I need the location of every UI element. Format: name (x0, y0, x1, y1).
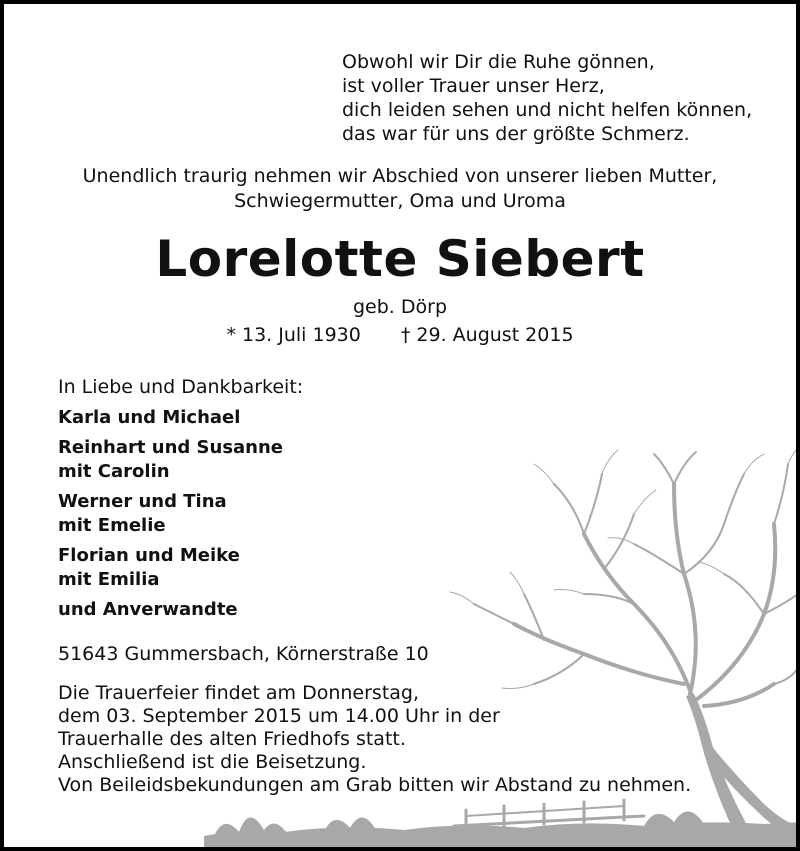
service-line: Trauerhalle des alten Friedhofs statt. (58, 728, 406, 750)
poem-line: dich leiden sehen und nicht helfen können, (342, 99, 753, 121)
family-list (58, 406, 283, 628)
poem (342, 50, 752, 146)
poem-line: ist voller Trauer unser Herz, (342, 75, 605, 97)
birth-name: geb. Dörp (352, 296, 448, 318)
service-line: Die Trauerfeier findet am Donnerstag, (58, 682, 420, 704)
death-date: † 29. August 2015 (400, 324, 574, 346)
family-line: Reinhart und Susanne (58, 437, 284, 458)
service-line: Anschließend ist die Beisetzung. (58, 751, 367, 773)
family-group (58, 544, 283, 592)
family-line: Karla und Michael (58, 407, 241, 428)
deceased-name: Lorelotte Siebert (155, 230, 645, 288)
family-group (58, 406, 283, 430)
poem-line: das war für uns der größte Schmerz. (342, 123, 690, 145)
family-line: Florian und Meike (58, 545, 240, 566)
family-line: mit Emilia (58, 569, 160, 590)
service-info (58, 682, 691, 797)
life-dates (4, 324, 796, 346)
family-line: Werner und Tina (58, 491, 227, 512)
family-line: und Anverwandte (58, 599, 238, 620)
intro-line: Unendlich traurig nehmen wir Abschied von unserer lieben Mutter, (82, 165, 718, 187)
family-line: mit Emelie (58, 515, 166, 536)
intro-line: Schwiegermutter, Oma und Uroma (234, 190, 566, 212)
family-group (58, 436, 283, 484)
service-line: dem 03. September 2015 um 14.00 Uhr in der (58, 705, 500, 727)
family-line: mit Carolin (58, 461, 170, 482)
service-line: Von Beileidsbekundungen am Grab bitten wir Abstand zu nehmen. (58, 774, 692, 796)
poem-line: Obwohl wir Dir die Ruhe gönnen, (342, 51, 655, 73)
address: 51643 Gummersbach, Körnerstraße 10 (58, 643, 429, 665)
signoff: In Liebe und Dankbarkeit: (58, 376, 304, 398)
family-group (58, 598, 283, 622)
birth-date: * 13. Juli 1930 (226, 324, 361, 346)
family-group (58, 490, 283, 538)
intro-text (4, 164, 796, 214)
